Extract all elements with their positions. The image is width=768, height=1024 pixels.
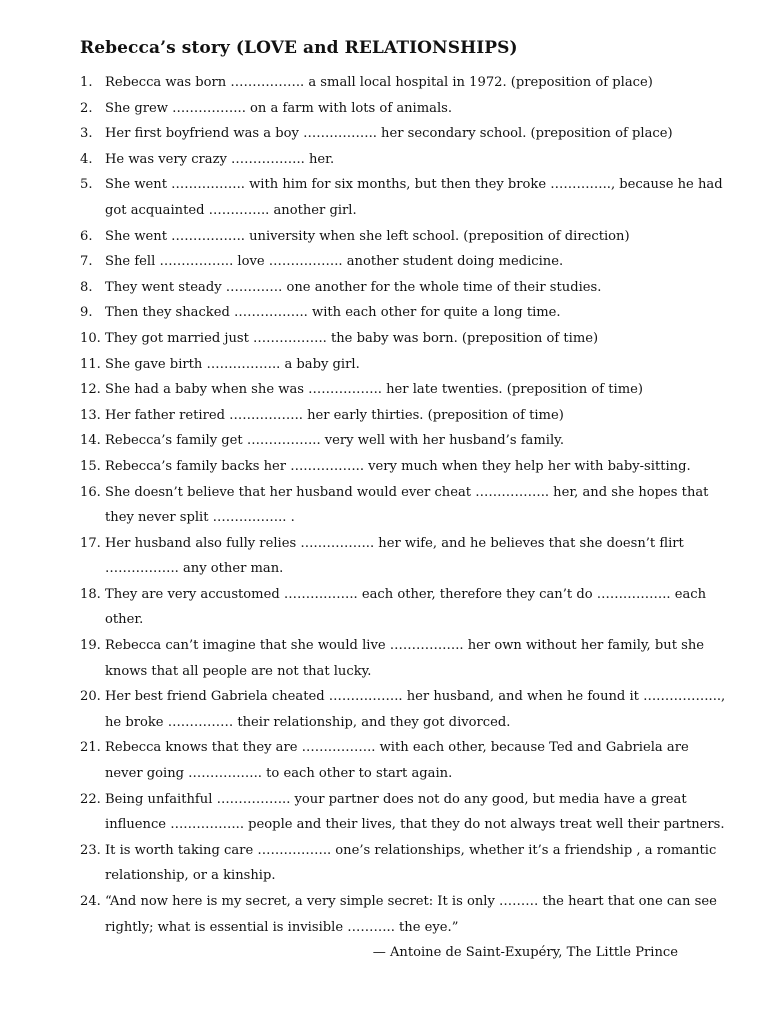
item-number: 5. — [80, 177, 93, 193]
list-item — [80, 224, 728, 250]
item-text: Being unfaithful …………….. your partner does not do any good, but media have a great influence …………….. people and their lives, that they do not always treat well their partners. — [105, 791, 725, 833]
item-number: 7. — [80, 254, 93, 270]
item-text: Her best friend Gabriela cheated …………….. her husband, and when he found it ……………..., he broke …………… their relationship, and they got divorced. — [105, 689, 726, 730]
list-item — [80, 787, 728, 838]
item-text: Rebecca’s family backs her …………….. very much when they help her with baby-sitting. — [105, 458, 691, 474]
item-text: He was very crazy …………….. her. — [105, 151, 335, 167]
item-number: 9. — [80, 305, 93, 321]
list-item — [80, 326, 728, 352]
list-item — [80, 96, 728, 122]
list-item — [80, 480, 728, 531]
item-number: 11. — [80, 356, 101, 372]
item-number: 4. — [80, 151, 93, 167]
item-number: 2. — [80, 100, 93, 116]
item-text: Then they shacked …………….. with each other for quite a long time. — [105, 305, 561, 321]
list-item — [80, 249, 728, 275]
item-number: 1. — [80, 75, 93, 90]
item-text: They went steady …………. one another for the whole time of their studies. — [105, 279, 602, 295]
list-item — [80, 735, 728, 786]
list-item — [80, 633, 728, 684]
item-text: They are very accustomed …………….. each other, therefore they can’t do …………….. each other. — [105, 586, 707, 628]
item-number: 13. — [80, 407, 101, 423]
item-number: 19. — [80, 638, 101, 654]
item-number: 8. — [80, 279, 93, 295]
list-item — [80, 352, 728, 378]
list-item — [80, 275, 728, 301]
item-text: She went …………….. university when she left school. (preposition of direction) — [105, 228, 630, 244]
item-text: Rebecca can’t imagine that she would live …………….. her own without her family, but she knows that all people are not that lucky. — [105, 638, 705, 679]
list-item — [80, 121, 728, 147]
item-text: She doesn’t believe that her husband would ever cheat …………….. her, and she hopes that they never split …………….. . — [105, 484, 709, 526]
item-number: 18. — [80, 586, 101, 602]
exercise-list — [80, 70, 728, 940]
item-number: 22. — [80, 791, 101, 807]
item-text: She grew …………….. on a farm with lots of animals. — [105, 100, 453, 116]
list-item — [80, 70, 728, 96]
item-text: “And now here is my secret, a very simple secret: It is only ……… the heart that one can see rightly; what is essential is invisible ……….. the eye.” — [105, 894, 717, 935]
item-text: Her father retired …………….. her early thirties. (preposition of time) — [105, 407, 564, 423]
item-number: 3. — [80, 126, 93, 142]
item-number: 21. — [80, 740, 101, 756]
item-number: 16. — [80, 484, 101, 500]
list-item — [80, 838, 728, 889]
item-number: 12. — [80, 382, 101, 398]
item-number: 23. — [80, 842, 101, 858]
list-item — [80, 582, 728, 633]
item-number: 24. — [80, 894, 101, 909]
list-item — [80, 454, 728, 480]
list-item — [80, 889, 728, 940]
item-text: She fell …………….. love …………….. another student doing medicine. — [105, 254, 564, 270]
quote-attribution: — Antoine de Saint-Exupéry, The Little Prince — [372, 945, 678, 961]
item-text: She gave birth …………….. a baby girl. — [105, 356, 360, 372]
item-number: 6. — [80, 228, 93, 244]
page-title: Rebecca’s story (LOVE and RELATIONSHIPS) — [80, 38, 518, 58]
item-text: She went …………….. with him for six months, but then they broke ………….., because he had got acquainted ………….. another girl. — [105, 177, 723, 218]
item-text: It is worth taking care …………….. one’s relationships, whether it’s a friendship , a romantic relationship, or a kinship. — [105, 842, 717, 884]
item-text: She had a baby when she was …………….. her late twenties. (preposition of time) — [105, 382, 643, 398]
item-text: They got married just …………….. the baby was born. (preposition of time) — [105, 330, 599, 346]
item-text: Rebecca’s family get …………….. very well with her husband’s family. — [105, 433, 564, 449]
item-number: 15. — [80, 458, 101, 474]
list-item — [80, 428, 728, 454]
list-item — [80, 300, 728, 326]
list-item — [80, 531, 728, 582]
item-number: 10. — [80, 330, 101, 346]
list-item — [80, 147, 728, 173]
item-number: 14. — [80, 433, 101, 449]
item-text: Her first boyfriend was a boy …………….. her secondary school. (preposition of place) — [105, 126, 673, 142]
list-item — [80, 377, 728, 403]
list-item — [80, 172, 728, 223]
item-text: Her husband also fully relies …………….. her wife, and he believes that she doesn’t flirt …………….. any other man. — [105, 535, 684, 577]
item-text: Rebecca was born …………….. a small local hospital in 1972. (preposition of place) — [105, 75, 653, 90]
list-item — [80, 403, 728, 429]
list-item — [80, 684, 728, 735]
item-number: 17. — [80, 535, 101, 551]
item-text: Rebecca knows that they are …………….. with each other, because Ted and Gabriela are never going …………….. to each other to start again. — [105, 740, 689, 782]
item-number: 20. — [80, 689, 101, 705]
